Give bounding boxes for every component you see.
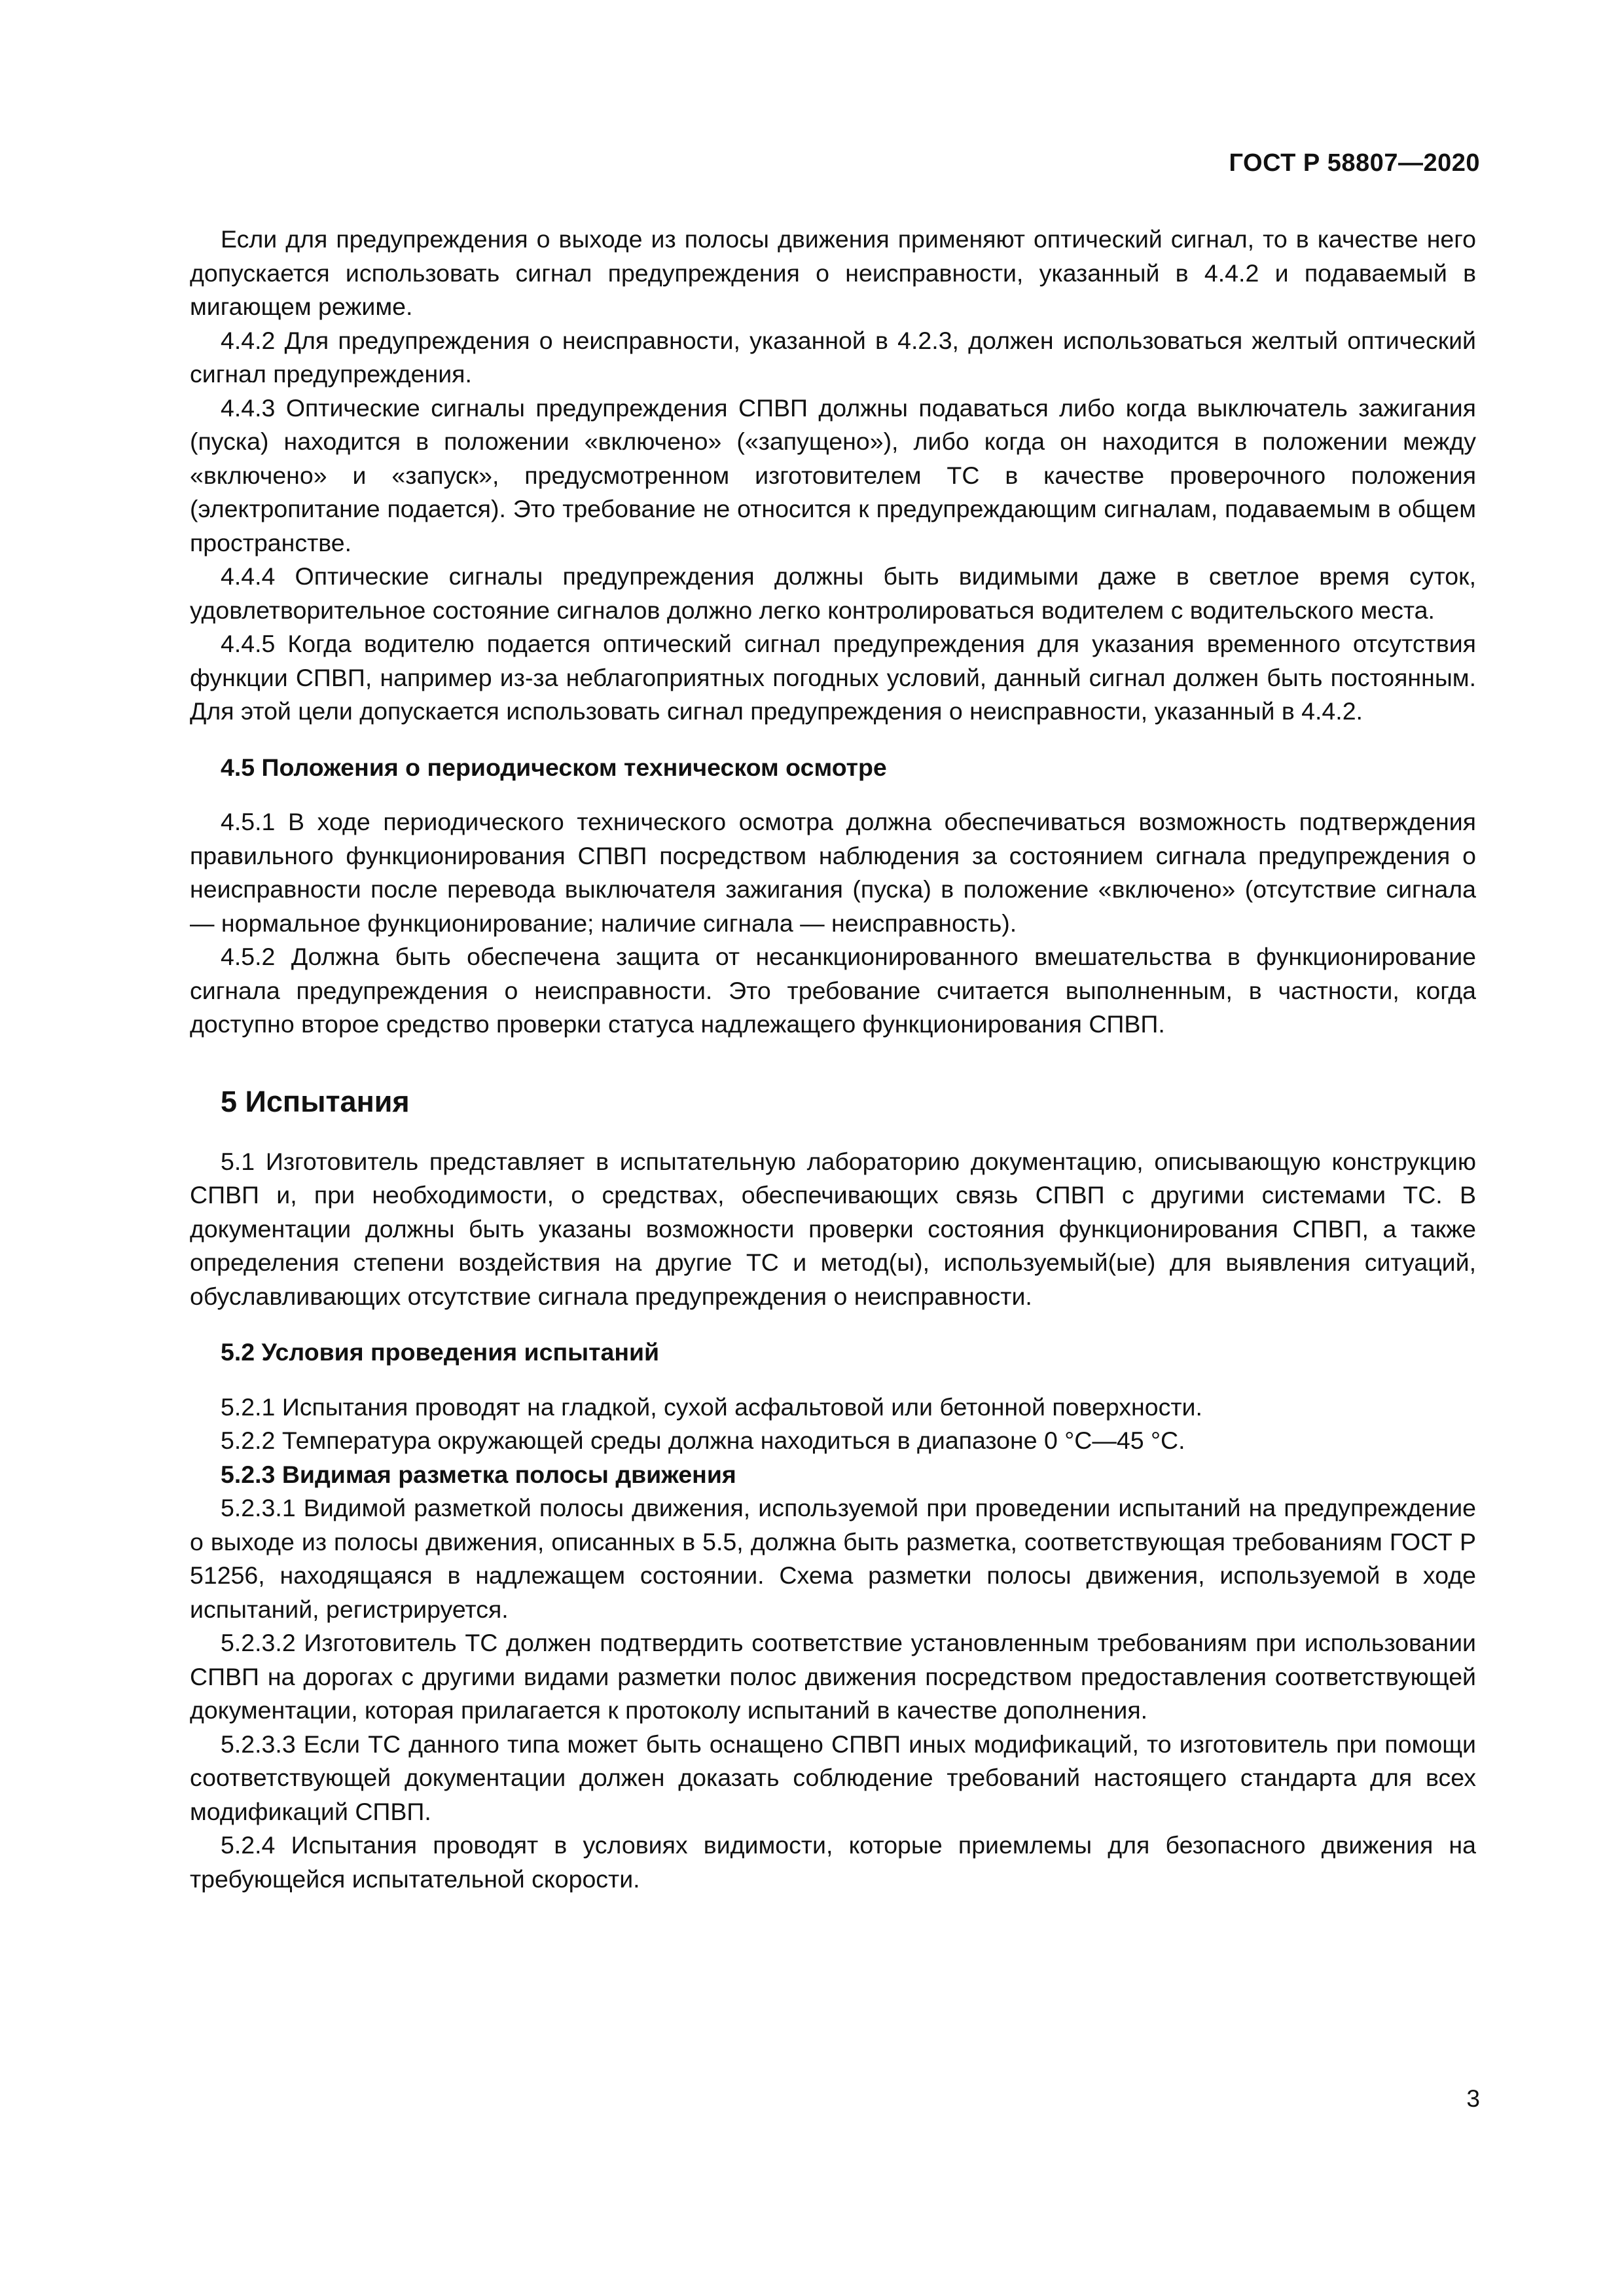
paragraph-4-4-5: 4.4.5 Когда водителю подается оптический сигнал предупреждения для указания временного отсутствия функции СПВП, например из-за неблагоприятных погодных условий, данный сигнал должен быть постоянным. Для этой цели допускается использовать сигнал предупреждения о неисправности, указанный в 4.4.2. — [190, 630, 1476, 725]
heading-5-2-3: 5.2.3 Видимая разметка полосы движения — [221, 1460, 736, 1488]
paragraph-4-4-3: 4.4.3 Оптические сигналы предупреждения СПВП должны подаваться либо когда выключатель зажигания (пуска) находится в положении «включено» («запущено»), либо когда он находится в положении между «включено» и «запуск», предусмотренном изготовителем ТС в качестве проверочного положения (электропитание подается). Это требование не относится к предупреждающим сигналам, подаваемым в общем пространстве. — [190, 393, 1476, 556]
document-code: ГОСТ Р 58807—2020 — [1229, 149, 1480, 177]
heading-section-5: 5 Испытания — [221, 1084, 410, 1118]
paragraph-5-2-4: 5.2.4 Испытания проводят в условиях видимости, которые приемлемы для безопасного движения на требующейся испытательной скорости. — [190, 1831, 1476, 1893]
paragraph-4-5-1: 4.5.1 В ходе периодического технического осмотра должна обеспечиваться возможность подтверждения правильного функционирования СПВП посредством наблюдения за состоянием сигнала предупреждения о неисправности после перевода выключателя зажигания (пуска) в положение «включено» (отсутствие сигнала — нормальное функционирование; наличие сигнала — неисправность). — [190, 808, 1476, 937]
paragraph-5-2-2: 5.2.2 Температура окружающей среды должна находиться в диапазоне 0 °С—45 °С. — [221, 1427, 1185, 1454]
paragraph-5-1: 5.1 Изготовитель представляет в испытательную лабораторию документацию, описывающую конструкцию СПВП и, при необходимости, о средствах, обеспечивающих связь СПВП с другими системами ТС. В документации должны быть указаны возможности проверки состояния функционирования СПВП, а также определения степени воздействия на другие ТС и метод(ы), используемый(ые) для выявления ситуаций, обуславливающих отсутствие сигнала предупреждения о неисправности. — [190, 1147, 1476, 1310]
heading-4-5: 4.5 Положения о периодическом техническом осмотре — [221, 753, 887, 781]
paragraph-5-2-3-1: 5.2.3.1 Видимой разметкой полосы движения, используемой при проведении испытаний на предупреждение о выходе из полосы движения, описанных в 5.5, должна быть разметка, соответствующая требованиям ГОСТ Р 51256, находящаяся в надлежащем состоянии. Схема разметки полосы движения, используемой в ходе испытаний, регистрируется. — [190, 1494, 1476, 1623]
paragraph-4-5-2: 4.5.2 Должна быть обеспечена защита от несанкционированного вмешательства в функционирование сигнала предупреждения о неисправности. Это требование считается выполненным, в частности, когда доступно второе средство проверки статуса надлежащего функционирования СПВП. — [190, 943, 1476, 1038]
page-content — [190, 223, 1476, 1896]
paragraph-5-2-3-2: 5.2.3.2 Изготовитель ТС должен подтвердить соответствие установленным требованиям при использовании СПВП на дорогах с другими видами разметки полос движения посредством предоставления соответствующей документации, которая прилагается к протоколу испытаний в качестве дополнения. — [190, 1629, 1476, 1724]
paragraph-5-2-3-3: 5.2.3.3 Если ТС данного типа может быть оснащено СПВП иных модификаций, то изготовитель при помощи соответствующей документации должен доказать соблюдение требований настоящего стандарта для всех модификаций СПВП. — [190, 1730, 1476, 1825]
paragraph-4-4-2: 4.4.2 Для предупреждения о неисправности, указанной в 4.2.3, должен использоваться желтый оптический сигнал предупреждения. — [190, 326, 1476, 388]
paragraph-5-2-1: 5.2.1 Испытания проводят на гладкой, сухой асфальтовой или бетонной поверхности. — [221, 1393, 1202, 1421]
page-number: 3 — [1466, 2085, 1480, 2112]
paragraph-4-4-4: 4.4.4 Оптические сигналы предупреждения должны быть видимыми даже в светлое время суток, удовлетворительное состояние сигналов должно легко контролироваться водителем с водительского места. — [190, 562, 1476, 624]
paragraph-signal-intro: Если для предупреждения о выходе из полосы движения применяют оптический сигнал, то в качестве него допускается использовать сигнал предупреждения о неисправности, указанный в 4.4.2 и подаваемый в мигающем режиме. — [190, 225, 1476, 320]
heading-5-2: 5.2 Условия проведения испытаний — [221, 1338, 660, 1366]
